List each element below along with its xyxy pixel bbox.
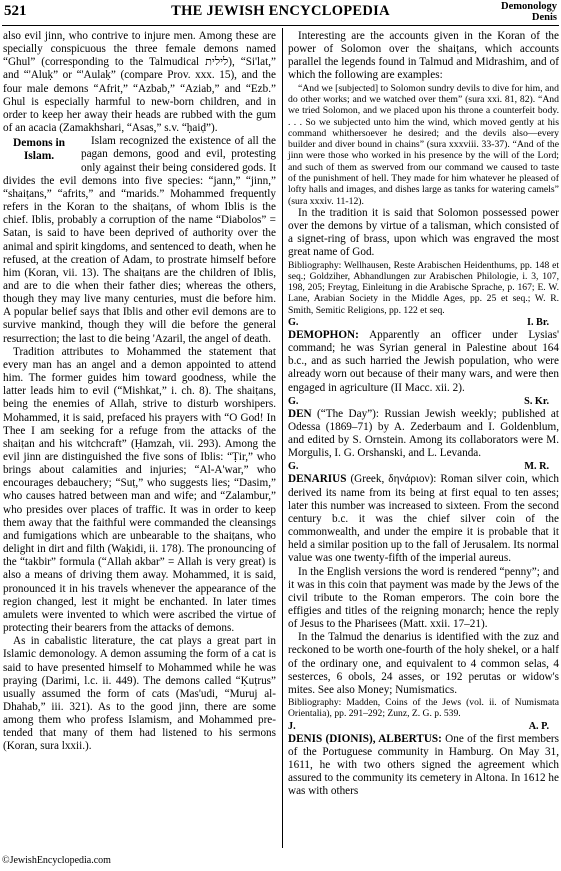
koran-quotation: “And we [subjected] to Solomon sundry devils to dive for him, and do other works; and we watched over them” (sura xxi. 81, 82). “And we tried Solomon, and we placed upon his throne a counterfeit body. . . . So we subjected unto him the wind, which moved gently at his command whithersoever he desired; and the devils also—every builder and diver bound in chains” (sura xxxviii. 33-37). “And of the jinn were those who worked in his presence by the will of the Lord; and such of them as swerved from our command we caused to taste of the punishment of hell. They made for him whatever he pleased of lofty halls and images, and dishes large as tanks for watering camels” (sura xxxiv. 11-12). (288, 82, 559, 207)
signature-author: I. Br. (527, 317, 549, 328)
right-column (288, 30, 559, 798)
copyright-footer: ©JewishEncyclopedia.com (2, 855, 111, 866)
entry-heading: DEN (288, 407, 312, 420)
entry-denis (288, 733, 559, 799)
paragraph-cat-demonology: As in cabalistic literature, the cat plays a great part in Islamic demonology. A demon assuming the form of a cat is said to have presented himself to Mohammed while he was praying (Darimi, l.c. ii. 449). The demons called “Ḳuṭrus” usually assumed the form of cats (Mas'udi, “Muruj al-Dhahab,” iii. 321). As to the good jinn, there are some among them who profess Islamism, and Mohammed pretended that many of them had listened to his sermons (Koran, sura lxxii.). (3, 635, 276, 753)
entry-heading: DENARIUS (288, 473, 347, 486)
entry-text: (Greek, δηνάριον): Roman silver coin, which derived its name from its being at first equal to ten asses; later this number was increased to sixteen. From the second century b.c. it was the chief silver coin of the commonwealth, and under the empire it is probable that it held a similar position up to the fall of Jerusalem. Its normal value was one twenty-fifth of the imperial aureus. (288, 473, 559, 565)
left-column (3, 30, 276, 754)
signature-initial: G. (288, 395, 299, 407)
entry-heading: DEMOPHON: (288, 329, 359, 341)
entry-heading: DENIS (DIONIS), ALBERTUS: (288, 732, 442, 745)
paragraph-talisman: In the tradition it is said that Solomon possessed power over the demons by virtue of a talisman, which consisted of a signet-ring of brass, upon which was engraved the most great name of God. (288, 206, 559, 259)
paragraph-talmud-denarius: In the Talmud the denarius is identified with the zuz and reckoned to be worth one-fourth of the holy shekel, or a half of the ordinary one, and equivalent to 4 common selas, 4 sesterces, 6 obols, 24 asses, or 192 perutas or widow's mites. See also Money; Numismatics. (288, 631, 559, 696)
signature-author: S. Kr. (524, 395, 549, 407)
guide-word-bottom: Denis (531, 12, 557, 23)
entry-text: One of the first members of the Portuguese community in Hamburg. On May 31, 1611, he with two others signed the agreement which assured to the community its cemetery in Altona. In 1612 he was with others (288, 732, 559, 798)
signature-author: M. R. (524, 461, 549, 473)
entry-text: (“The Day”): Russian Jewish weekly; published at Odessa (1869–71) by A. Zederbaum and I. Goldenblum, and edited by S. Ornstein. Among its collaborators were M. Morgulis, I. G. Orshanski, and L. Levanda. (288, 407, 559, 460)
signature-line (288, 395, 559, 408)
entry-text: Apparently an officer under Lysias' command; he was Syrian general in Palestine about 164 b.c., and as such harried the Jewish population, who were already worn out because of their many wars, and were then engaged in agriculture (II Macc. xii. 2). (288, 329, 559, 394)
running-title: THE JEWISH ENCYCLOPEDIA (171, 3, 390, 19)
guide-words (501, 1, 557, 23)
signature-line (288, 720, 559, 733)
bibliography-demonology: Bibliography: Wellhausen, Reste Arabischen Heidenthums, pp. 148 et seq.; Goldziher, Abhandlungen zur Arabischen Philologie, i. 3, 107, 198, 205; Freytag, Einleitung in die Arabische Sprache, p. 167; E. W. Lane, Arabian Society in the Middle Ages, pp. 25 et seq.; W. R. Smith, Semitic Religions, pp. 122 et seq. (288, 259, 559, 316)
signature-initial: G. (288, 461, 299, 473)
signature-initial: G. (288, 317, 299, 328)
paragraph-islam-demons: Islam recognized the existence of all the pagan demons, good and evil, protesting only against their being considered gods. It divides the evil demons into five species: “jann,” “jinn,” “shaiṭans,” “afrits,” and “marids.” Mohammed frequently refers in the Koran to the shaiṭans, of whom Iblis is the chief. Iblis, probably a corruption of the name “Diabolos” = Satan, is said to have been deprived of authority over the animal and spirit kingdoms, and sentenced to death, when he refused, at the creation of Adam, to prostrate himself before him (Koran, vii. 13). The shaiṭans are the children of Iblis, and are to die when their father dies; whereas the others, though they may live many centuries, must die before him. A popular belief says that Iblis and other evil demons are to survive mankind, though they will die before the general resurrection; the last to die being 'Azaril, the angel of death. (3, 135, 276, 345)
signature-line (288, 316, 559, 329)
page-header (0, 0, 561, 28)
margin-heading-demons-in-islam: Demons in Islam. (12, 137, 66, 163)
signature-author: A. P. (528, 720, 549, 732)
paragraph-penny: In the English versions the word is rendered “penny”; and it was in this coin that payment was made by the Jews of the civil tribute to the Roman emperors. The coin bore the effigies and titles of the reigning monarch; hence the reply of Jesus to the Pharisees (Matt. xxii. 17–21). (288, 565, 559, 631)
paragraph-tradition: Tradition attributes to Mohammed the statement that every man has an angel and a demon appointed to attend him. The former guides him toward goodness, while the latter leads him to evil (“Mishkat,” i. ch. 8). The shaiṭans, being the enemies of Allah, strive to disturb worshipers. Mohammed, it is said, prefaced his prayers with “O God! In Thee I am seeking for a refuge from the attacks of the shaiṭan and his witchcraft” (Ḥamzah, vii. 293). Among the evil jinn are distinguished the five sons of Iblis: “Ṭir,” who brings about calamities and injuries; “Al-A'war,” who encourages debauchery; “Suṭ,” who suggests lies; “Dasim,” who causes hatred between man and wife; and “Zalambur,” who presides over places of traffic. It was in order to keep them away that the faithful were commanded the cleansings and fumigations which are unbearable to the shaiṭans, who delight in dirt and filth (Waḳidi, ii. 178). The pronouncing of the “takbir” formula (“Allah akbar” = Allah is very great) is also a means of driving them away. Mohammed, it is said, pronounced it in his travels whenever the appearance of the region changed, lest it might be enchanted. In later times amulets were invented to which were ascribed the virtue of protecting their bearers from the attacks of demons. (3, 345, 276, 635)
signature-line (288, 460, 559, 473)
paragraph-solomon: Interesting are the accounts given in the Koran of the power of Solomon over the shaiṭans, which accounts parallel the legends found in Talmud and Midrashim, and of which the following are examples: (288, 30, 559, 82)
column-divider (282, 28, 283, 848)
page-number: 521 (4, 3, 27, 19)
entry-demophon (288, 329, 559, 395)
paragraph-demons-female: also evil jinn, who contrive to injure men. Among these are specially conspicuous the three female demons named “Ghul” (corresponding to the Talmudical לילית), “Si'lat,” and “'Aluḳ” or “'Aulaḳ” (compare Prov. xxx. 15), and the four male demons “Afrit,” “Azbab,” “Aziab,” and “Ezb.” Ghul is especially harmful to new-born children, and in order to keep her away their heads are rubbed with the gum of an acacia (Zamakhshari, “Asas,” s.v. “ḥaiḍ”). (3, 30, 276, 135)
guide-word-top: Demonology (501, 1, 557, 12)
entry-denarius (288, 473, 559, 565)
entry-den (288, 408, 559, 461)
signature-initial: J. (288, 720, 296, 732)
bibliography-denarius: Bibliography: Madden, Coins of the Jews (vol. ii. of Numismata Orientalia), pp. 291–292; Zunz, Z. G. p. 539. (288, 697, 559, 720)
header-rule (2, 25, 559, 26)
